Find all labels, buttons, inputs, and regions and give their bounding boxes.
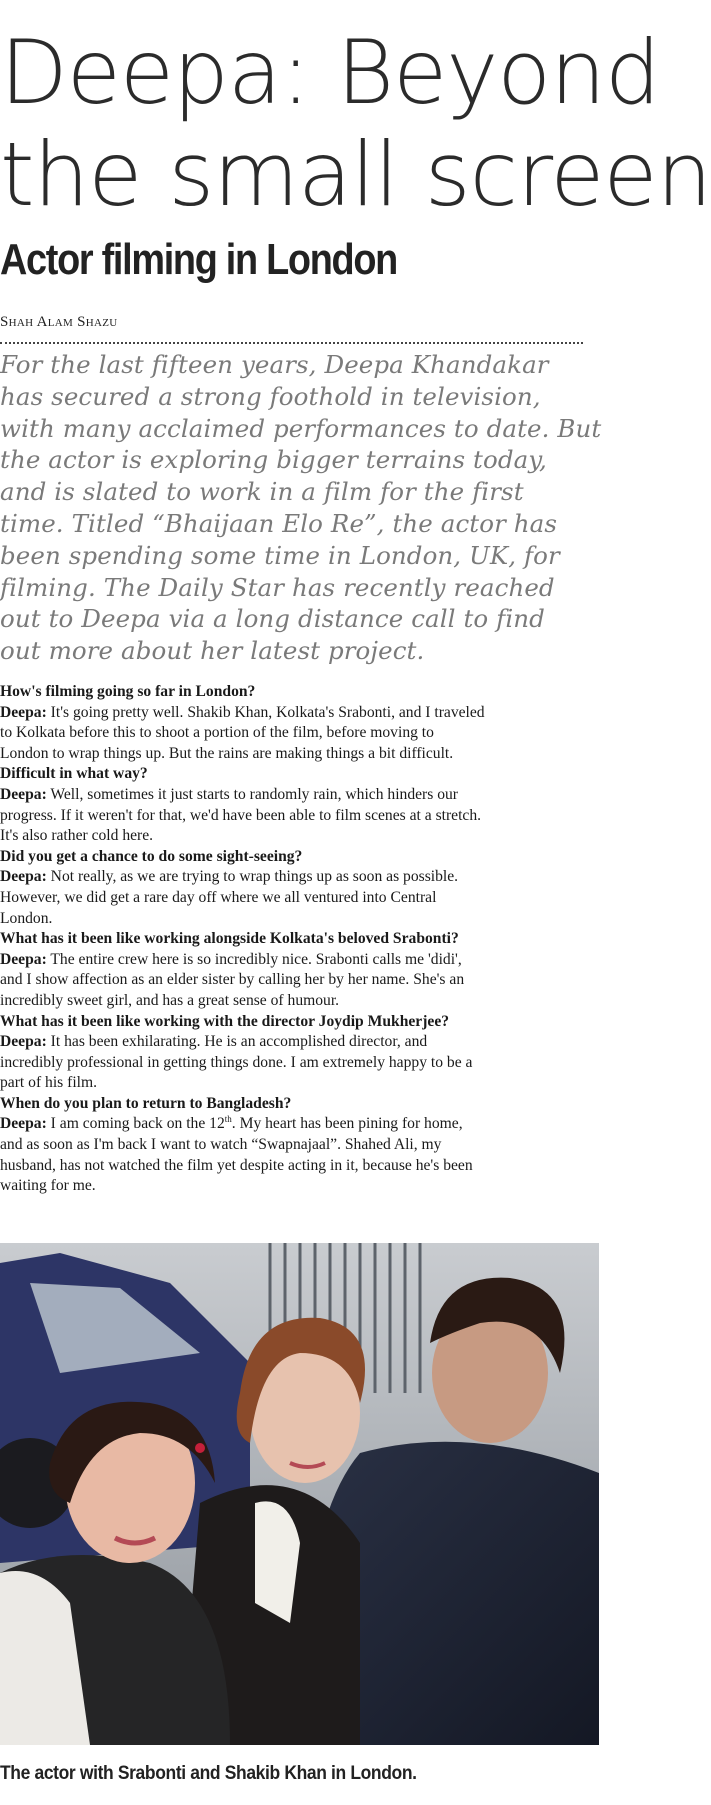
answer-line: and I show affection as an elder sister by calling her by her name. She's an: [0, 971, 465, 989]
intro-line: filming. The Daily Star has recently reached: [0, 572, 555, 602]
answer-line: [0, 1032, 600, 1053]
question: When do you plan to return to Bangladesh?: [0, 1094, 292, 1112]
answer-line: [0, 1114, 600, 1135]
ordinal-suffix: th: [224, 1114, 232, 1125]
intro-line: out to Deepa via a long distance call to find: [0, 604, 545, 634]
answer-line: incredibly professional in getting things done. I am extremely happy to be a: [0, 1053, 473, 1071]
answer-line: It's also rather cold here.: [0, 827, 154, 845]
speaker-label: Deepa:: [0, 1033, 47, 1051]
intro-line: with many acclaimed performances to date. But: [0, 413, 602, 443]
answer-text: Not really, as we are trying to wrap things up as soon as possible.: [46, 868, 459, 886]
answer-text: I am coming back on the 12: [46, 1115, 225, 1133]
answer-line: London.: [0, 909, 53, 927]
answer-line: progress. If it weren't for that, we'd have been able to film scenes at a stretch.: [0, 806, 482, 824]
question: Did you get a chance to do some sight-seeing?: [0, 847, 303, 865]
intro-line: been spending some time in London, UK, for: [0, 540, 560, 570]
answer-text: . My heart has been pining for home,: [231, 1115, 463, 1133]
answer-line: to Kolkata before this to shoot a portion of the film, before moving to: [0, 724, 434, 742]
speaker-label: Deepa:: [0, 1115, 47, 1133]
dotted-divider: [0, 342, 583, 344]
answer-line: London to wrap things up. But the rains are making things a bit difficult.: [0, 744, 454, 762]
intro-line: and is slated to work in a film for the first: [0, 477, 524, 507]
subheadline: Actor filming in London: [0, 235, 398, 284]
answer-line: [0, 703, 600, 724]
answer-line: [0, 950, 600, 971]
answer-line: However, we did get a rare day off where we all ventured into Central: [0, 888, 437, 906]
question: Difficult in what way?: [0, 765, 148, 783]
answer-line: and as soon as I'm back I want to watch “Swapnajaal”. Shahed Ali, my: [0, 1136, 442, 1154]
intro-line: the actor is exploring bigger terrains today,: [0, 445, 547, 475]
answer-text: Well, sometimes it just starts to randomly rain, which hinders our: [46, 785, 458, 803]
headline-line-2: the small screen: [0, 123, 711, 226]
question: What has it been like working alongside Kolkata's beloved Srabonti?: [0, 930, 459, 948]
intro-paragraph: [0, 349, 600, 667]
headline: [0, 21, 711, 226]
answer-line: part of his film.: [0, 1074, 98, 1092]
answer-line: [0, 867, 600, 888]
article-photo: [0, 1243, 599, 1745]
intro-line: time. Titled “Bhaijaan Elo Re”, the actor has: [0, 508, 558, 538]
question: How's filming going so far in London?: [0, 683, 256, 700]
intro-line: out more about her latest project.: [0, 636, 425, 666]
speaker-label: Deepa:: [0, 950, 47, 968]
answer-line: husband, has not watched the film yet despite acting in it, because he's been: [0, 1156, 473, 1174]
intro-line: has secured a strong foothold in television,: [0, 381, 541, 411]
speaker-label: Deepa:: [0, 868, 47, 886]
headline-line-1: Deepa: Beyond: [0, 21, 660, 124]
question: What has it been like working with the director Joydip Mukherjee?: [0, 1012, 450, 1030]
byline: Shah Alam Shazu: [0, 314, 118, 330]
speaker-label: Deepa:: [0, 703, 47, 721]
interview-qa: [0, 682, 600, 1197]
answer-line: incredibly sweet girl, and has a great sense of humour.: [0, 991, 340, 1009]
answer-text: The entire crew here is so incredibly nice. Srabonti calls me 'didi',: [46, 950, 462, 968]
intro-line: For the last fifteen years, Deepa Khandakar: [0, 350, 549, 379]
answer-text: It has been exhilarating. He is an accomplished director, and: [46, 1033, 428, 1051]
answer-text: It's going pretty well. Shakib Khan, Kolkata's Srabonti, and I traveled: [46, 703, 485, 721]
speaker-label: Deepa:: [0, 785, 47, 803]
photo-caption: The actor with Srabonti and Shakib Khan in London.: [0, 1763, 417, 1784]
answer-line: waiting for me.: [0, 1177, 96, 1195]
answer-line: [0, 785, 600, 806]
